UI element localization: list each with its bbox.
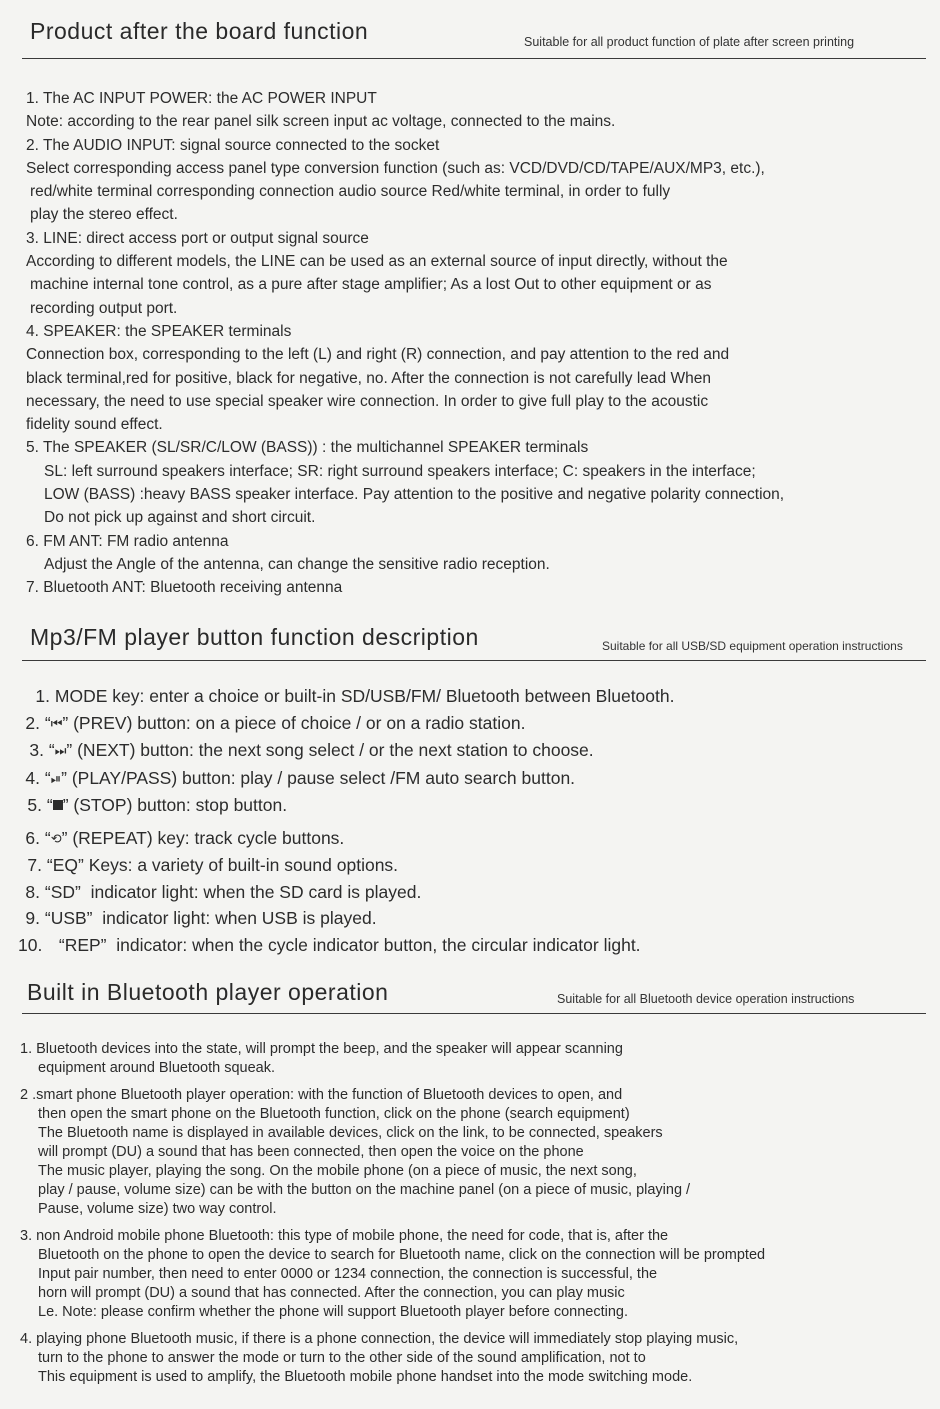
paragraph: 2 .smart phone Bluetooth player operation: with the function of Bluetooth devices to open, and then open the smart phone on the Bluetooth function, click on the phone (search equipment) The Bluetooth name is displayed in available devices, click on the link, to be connected, speakers will prompt (DU) a sound that has been connected, then open the voice on the phone The music player, playing the song. On the mobile phone (on a piece of music, the next song, play / pause, volume size) can be with the button on the machine panel (on a piece of music, playing / Pause, volume size) two way control. <box>20 1087 691 1217</box>
text-line: SL: left surround speakers interface; SR: right surround speakers interface; C: speakers in the interface; <box>44 462 756 480</box>
paragraph: 4. playing phone Bluetooth music, if there is a phone connection, the device will immediately stop playing music, turn to the phone to answer the mode or turn to the other side of the sound amplification, not to This equipment is used to amplify, the Bluetooth mobile phone handset into the mode switching mode. <box>20 1331 739 1385</box>
text-line: 2. The AUDIO INPUT: signal source connected to the socket <box>26 136 440 154</box>
prev-icon: ⏮ <box>50 715 63 731</box>
next-icon: ⏭ <box>54 743 67 758</box>
text-line: play the stereo effect. <box>30 206 178 224</box>
text-line: recording output port. <box>30 299 178 317</box>
text-line: machine internal tone control, as a pure after stage amplifier; As a lost Out to other equipment or as <box>30 276 712 294</box>
text-line: Do not pick up against and short circuit. <box>44 509 316 527</box>
text-line: Connection box, corresponding to the left (L) and right (R) connection, and pay attention to the red and <box>26 346 730 364</box>
section-divider <box>22 1013 926 1014</box>
list-item: 8. “SD” indicator light: when the SD card is played. <box>25 881 422 902</box>
list-item: 3. “⏭” (NEXT) button: the next song select / or the next station to choose. <box>22 737 674 765</box>
text-line: Note: according to the rear panel silk screen input ac voltage, connected to the mains. <box>26 113 616 131</box>
play-pause-icon: ⏯ <box>50 770 62 786</box>
board-function-text <box>26 87 784 600</box>
section-divider <box>22 660 926 661</box>
text-line: necessary, the need to use special speaker wire connection. In order to give full play to the acoustic <box>26 392 709 410</box>
list-item: 10. “REP” indicator: when the cycle indicator button, the circular indicator light. <box>18 934 641 955</box>
list-item: 9. “USB” indicator light: when USB is played. <box>25 908 377 928</box>
text-line: 4. SPEAKER: the SPEAKER terminals <box>26 322 292 340</box>
text-line: black terminal,red for positive, black for negative, no. After the connection is not carefully lead When <box>26 369 711 387</box>
paragraph: 1. Bluetooth devices into the state, will prompt the beep, and the speaker will appear scanning equipment around Bluetooth squeak. <box>20 1041 623 1076</box>
list-item: 5. “ ” (STOP) button: stop button. <box>27 795 288 815</box>
list-item: 7. “EQ” Keys: a variety of built-in sound options. <box>27 855 399 875</box>
paragraph: 3. non Android mobile phone Bluetooth: this type of mobile phone, the need for code, that is, after the Bluetooth on the phone to open the device to search for Bluetooth name, click on the connection will be prompted Input pair number, then need to enter 0000 or 1234 connection, the connection is successful, the horn will prompt (DU) a sound that has connected. After the connection, you can play music Le. Note: please confirm whether the phone will support Bluetooth player before connecting. <box>20 1228 766 1320</box>
text-line: 7. Bluetooth ANT: Bluetooth receiving antenna <box>26 579 343 597</box>
section-title-board-function: Product after the board function <box>30 18 369 44</box>
text-line: 1. The AC INPUT POWER: the AC POWER INPUT <box>26 90 377 107</box>
list-item: 2. “⏮” (PREV) button: on a piece of choice / or on a radio station. <box>22 710 674 738</box>
section-subtitle-button-function: Suitable for all USB/SD equipment operation instructions <box>602 639 903 653</box>
text-line: According to different models, the LINE can be used as an external source of input directly, without the <box>26 253 728 271</box>
text-line: red/white terminal corresponding connection audio source Red/white terminal, in order to fully <box>30 183 671 201</box>
text-line: Adjust the Angle of the antenna, can change the sensitive radio reception. <box>44 555 550 573</box>
section-title-button-function: Mp3/FM player button function description <box>30 624 479 650</box>
list-item: 6. “⟲” (REPEAT) key: track cycle buttons. <box>22 825 674 853</box>
list-item: 1. MODE key: enter a choice or built-in SD/USB/FM/ Bluetooth between Bluetooth. <box>35 686 675 706</box>
text-line: 5. The SPEAKER (SL/SR/C/LOW (BASS)) : the multichannel SPEAKER terminals <box>26 439 589 457</box>
repeat-icon: ⟲ <box>50 830 62 846</box>
section-divider <box>22 58 926 59</box>
list-item: 4. “⏯” (PLAY/PASS) button: play / pause select /FM auto search button. <box>22 765 674 793</box>
section-subtitle-board-function: Suitable for all product function of plate after screen printing <box>524 35 855 49</box>
text-line: 3. LINE: direct access port or output signal source <box>26 229 369 247</box>
bluetooth-operation-text <box>20 1040 765 1387</box>
text-line: Select corresponding access panel type conversion function (such as: VCD/DVD/CD/TAPE/AUX/MP3, etc.), <box>26 159 765 177</box>
stop-icon <box>53 800 63 810</box>
section-subtitle-bluetooth: Suitable for all Bluetooth device operation instructions <box>557 992 855 1006</box>
text-line: 6. FM ANT: FM radio antenna <box>26 532 229 550</box>
button-function-list <box>18 683 675 958</box>
text-line: fidelity sound effect. <box>26 416 163 434</box>
section-title-bluetooth: Built in Bluetooth player operation <box>27 979 389 1005</box>
text-line: LOW (BASS) :heavy BASS speaker interface. Pay attention to the positive and negative polarity connection, <box>44 486 785 504</box>
